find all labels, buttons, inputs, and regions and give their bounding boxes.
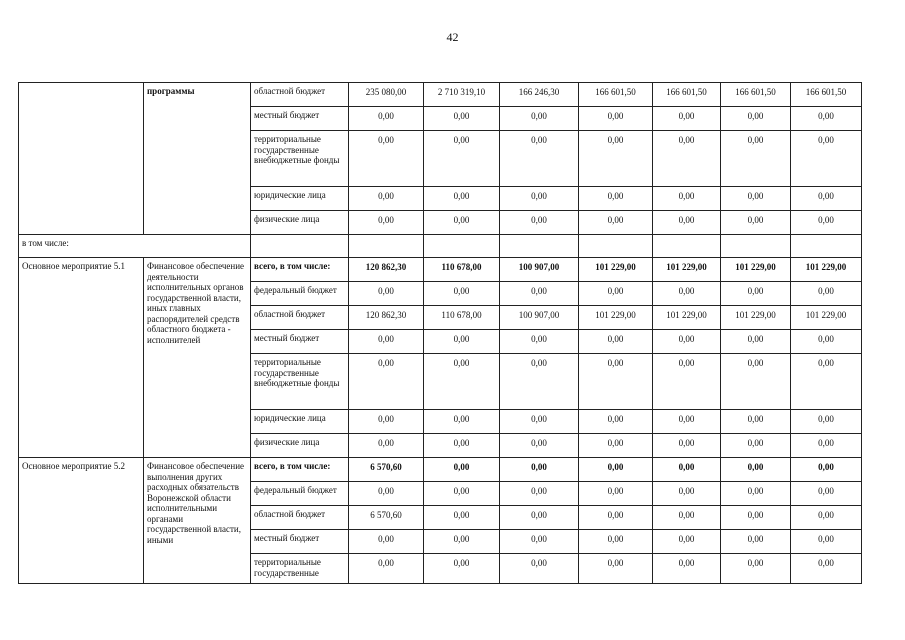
value-cell: 0,00	[791, 354, 862, 410]
value-cell: 0,00	[791, 458, 862, 482]
value-cell: 110 678,00	[424, 306, 500, 330]
value-cell: 2 710 319,10	[424, 83, 500, 107]
value-cell: 101 229,00	[579, 258, 653, 282]
value-cell: 0,00	[653, 530, 721, 554]
value-cell: 0,00	[653, 434, 721, 458]
value-cell: 0,00	[791, 530, 862, 554]
table-row	[19, 83, 862, 107]
value-cell: 0,00	[721, 458, 791, 482]
value-cell: 0,00	[791, 482, 862, 506]
section-label: в том числе:	[19, 235, 251, 258]
value-cell: 0,00	[500, 131, 579, 187]
table-row	[19, 458, 862, 482]
value-cell: 101 229,00	[579, 306, 653, 330]
source-cell: всего, в том числе:	[251, 458, 349, 482]
value-cell: 6 570,60	[349, 506, 424, 530]
source-cell: федеральный бюджет	[251, 282, 349, 306]
budget-table	[18, 82, 862, 584]
value-cell: 0,00	[579, 458, 653, 482]
value-cell: 120 862,30	[349, 258, 424, 282]
source-cell: областной бюджет	[251, 506, 349, 530]
value-cell: 120 862,30	[349, 306, 424, 330]
value-cell: 0,00	[653, 554, 721, 584]
value-cell: 0,00	[500, 354, 579, 410]
description-cell: Финансовое обеспечение выполнения других расходных обязательств Воронежской области исполнительными органами государственной власти, иными	[144, 458, 251, 584]
value-cell: 0,00	[721, 330, 791, 354]
value-cell: 0,00	[500, 282, 579, 306]
source-cell: юридические лица	[251, 410, 349, 434]
value-cell: 0,00	[424, 330, 500, 354]
value-cell: 0,00	[424, 187, 500, 211]
value-cell: 0,00	[653, 131, 721, 187]
value-cell: 0,00	[424, 482, 500, 506]
value-cell: 166 601,50	[721, 83, 791, 107]
source-cell: местный бюджет	[251, 107, 349, 131]
value-cell: 0,00	[349, 211, 424, 235]
value-cell: 0,00	[721, 482, 791, 506]
value-cell: 0,00	[653, 107, 721, 131]
value-cell: 0,00	[579, 282, 653, 306]
value-cell: 0,00	[424, 554, 500, 584]
description-cell: Финансовое обеспечение деятельности исполнительных органов государственной власти, иных главных распорядителей средств областного бюджета - исполнителей	[144, 258, 251, 458]
value-cell: 0,00	[653, 354, 721, 410]
value-cell: 166 601,50	[791, 83, 862, 107]
value-cell: 0,00	[349, 282, 424, 306]
value-cell: 0,00	[349, 330, 424, 354]
activity-cell	[19, 83, 144, 235]
value-cell: 0,00	[791, 554, 862, 584]
value-cell: 0,00	[791, 434, 862, 458]
value-cell: 0,00	[500, 434, 579, 458]
page-number: 42	[446, 30, 459, 44]
value-cell: 0,00	[721, 506, 791, 530]
value-cell: 0,00	[579, 354, 653, 410]
value-cell: 0,00	[349, 482, 424, 506]
value-cell: 0,00	[653, 410, 721, 434]
value-cell: 0,00	[721, 282, 791, 306]
value-cell: 0,00	[500, 211, 579, 235]
value-cell: 0,00	[424, 458, 500, 482]
value-cell: 0,00	[791, 211, 862, 235]
value-cell: 0,00	[500, 506, 579, 530]
source-cell: физические лица	[251, 434, 349, 458]
value-cell: 0,00	[579, 187, 653, 211]
value-cell: 0,00	[579, 410, 653, 434]
value-cell: 0,00	[424, 211, 500, 235]
value-cell: 0,00	[653, 211, 721, 235]
value-cell: 0,00	[579, 530, 653, 554]
value-cell: 0,00	[349, 131, 424, 187]
value-cell: 0,00	[791, 187, 862, 211]
source-cell: областной бюджет	[251, 83, 349, 107]
value-cell: 0,00	[653, 282, 721, 306]
value-cell: 0,00	[721, 211, 791, 235]
source-cell: территориальные государственные	[251, 554, 349, 584]
value-cell: 0,00	[500, 482, 579, 506]
value-cell: 0,00	[653, 506, 721, 530]
value-cell: 0,00	[349, 410, 424, 434]
value-cell: 0,00	[424, 506, 500, 530]
source-cell: местный бюджет	[251, 330, 349, 354]
source-cell: территориальные государственные внебюджетные фонды	[251, 131, 349, 187]
value-cell: 100 907,00	[500, 258, 579, 282]
source-cell: всего, в том числе:	[251, 258, 349, 282]
value-cell: 0,00	[579, 506, 653, 530]
value-cell: 0,00	[579, 131, 653, 187]
section-row	[19, 235, 862, 258]
value-cell: 0,00	[349, 554, 424, 584]
value-cell: 0,00	[500, 330, 579, 354]
activity-cell: Основное мероприятие 5.2	[19, 458, 144, 584]
value-cell: 101 229,00	[721, 258, 791, 282]
value-cell: 166 246,30	[500, 83, 579, 107]
value-cell: 0,00	[579, 330, 653, 354]
value-cell: 0,00	[500, 554, 579, 584]
value-cell: 0,00	[579, 107, 653, 131]
table-row	[19, 258, 862, 282]
value-cell: 0,00	[721, 434, 791, 458]
value-cell: 0,00	[500, 410, 579, 434]
value-cell: 0,00	[791, 410, 862, 434]
value-cell: 0,00	[500, 530, 579, 554]
description-cell: программы	[144, 83, 251, 235]
value-cell: 101 229,00	[653, 258, 721, 282]
value-cell: 0,00	[653, 482, 721, 506]
value-cell: 0,00	[791, 330, 862, 354]
source-cell: территориальные государственные внебюджетные фонды	[251, 354, 349, 410]
value-cell: 0,00	[721, 410, 791, 434]
value-cell: 0,00	[424, 530, 500, 554]
source-cell: юридические лица	[251, 187, 349, 211]
value-cell: 0,00	[791, 282, 862, 306]
value-cell: 101 229,00	[791, 306, 862, 330]
source-cell: местный бюджет	[251, 530, 349, 554]
value-cell: 0,00	[653, 330, 721, 354]
value-cell: 0,00	[791, 506, 862, 530]
value-cell: 0,00	[579, 554, 653, 584]
value-cell: 0,00	[424, 282, 500, 306]
value-cell: 0,00	[653, 187, 721, 211]
value-cell: 235 080,00	[349, 83, 424, 107]
value-cell: 0,00	[579, 482, 653, 506]
value-cell: 101 229,00	[791, 258, 862, 282]
activity-cell: Основное мероприятие 5.1	[19, 258, 144, 458]
value-cell: 0,00	[721, 131, 791, 187]
value-cell: 0,00	[500, 458, 579, 482]
value-cell: 0,00	[500, 187, 579, 211]
value-cell: 166 601,50	[653, 83, 721, 107]
value-cell: 0,00	[791, 107, 862, 131]
value-cell: 0,00	[349, 434, 424, 458]
value-cell: 0,00	[500, 107, 579, 131]
value-cell: 0,00	[721, 530, 791, 554]
value-cell: 0,00	[349, 107, 424, 131]
value-cell: 0,00	[721, 354, 791, 410]
source-cell: областной бюджет	[251, 306, 349, 330]
value-cell: 0,00	[349, 530, 424, 554]
value-cell: 110 678,00	[424, 258, 500, 282]
value-cell: 0,00	[424, 354, 500, 410]
value-cell: 0,00	[721, 107, 791, 131]
value-cell: 166 601,50	[579, 83, 653, 107]
value-cell: 101 229,00	[653, 306, 721, 330]
value-cell: 0,00	[349, 187, 424, 211]
value-cell: 100 907,00	[500, 306, 579, 330]
value-cell: 0,00	[424, 131, 500, 187]
value-cell: 0,00	[579, 211, 653, 235]
value-cell: 0,00	[424, 434, 500, 458]
value-cell: 101 229,00	[721, 306, 791, 330]
value-cell: 0,00	[721, 187, 791, 211]
value-cell: 0,00	[424, 410, 500, 434]
value-cell: 0,00	[579, 434, 653, 458]
source-cell: физические лица	[251, 211, 349, 235]
source-cell: федеральный бюджет	[251, 482, 349, 506]
value-cell: 0,00	[653, 458, 721, 482]
value-cell: 0,00	[349, 354, 424, 410]
value-cell: 0,00	[791, 131, 862, 187]
value-cell: 6 570,60	[349, 458, 424, 482]
value-cell: 0,00	[721, 554, 791, 584]
value-cell: 0,00	[424, 107, 500, 131]
